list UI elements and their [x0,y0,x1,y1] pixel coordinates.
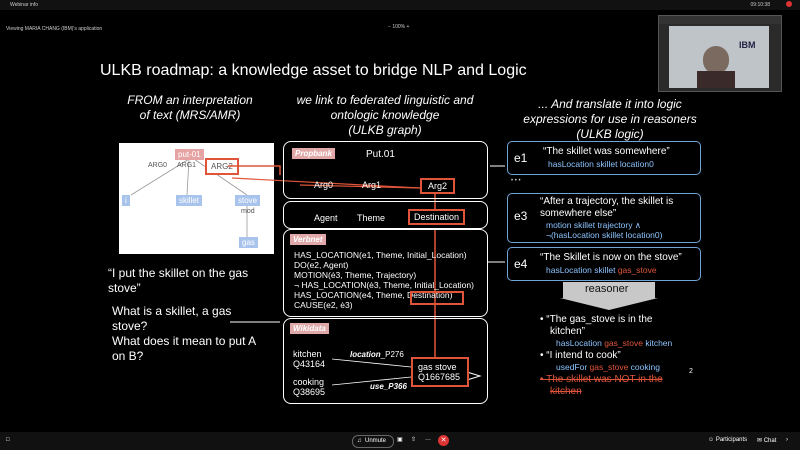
video-camera-icon[interactable]: ▣ [397,437,403,443]
questions-block: What is a skillet, a gas stove? What does it mean to put A on B? [112,304,257,363]
zoom-in-icon[interactable]: + [406,24,410,30]
page-number: 2 [689,368,693,375]
verbnet-line: MOTION(ė3, Theme, Trajectory) [294,270,417,280]
wikidata-kitchen-id: Q43164 [293,359,326,369]
verbnet-tag: Verbnet [290,234,326,245]
logic-box-e1 [507,141,701,175]
meeting-controls [0,432,800,450]
amr-node-stove: stove [235,195,260,206]
verbnet-destination-highlight [410,291,464,305]
chat-icon: ✉ [757,438,763,444]
role-panel [283,201,488,229]
info-icon[interactable]: □ [6,437,10,443]
reasoner-arrow-head [560,298,658,310]
role-agent: Agent [314,213,338,223]
wikidata-use-prop: use_P366 [370,382,407,391]
propbank-arg2: Arg2 [420,178,455,194]
viewing-label: Viewing MARIA CHANG (IBM)'s application [6,26,103,32]
propbank-panel [283,141,488,199]
more-icon[interactable]: … [425,436,431,442]
verbnet-line: HAS_LOCATION(e4, Theme, Destination) [294,290,453,300]
example-sentence: “I put the skillet on the gas stove” [108,266,249,295]
column-header-graph: we link to federated linguistic and ontologic knowledge (ULKB graph) [296,93,474,137]
amr-arg2-label: ARG2 [205,158,239,175]
verbnet-line: ¬ HAS_LOCATION(ė3, Theme, Initial_Location) [294,280,474,290]
logic-sub-e4: hasLocation skillet gas_stove [546,265,657,275]
wikidata-cooking-id: Q38695 [293,387,326,397]
window-title: Webinar info [10,2,38,8]
inferred-fact-3: • The skillet was NOT in the kitchen [540,374,663,397]
zoom-level: 100% [392,24,406,30]
propbank-arg1: Arg1 [362,180,382,190]
reasoner-label: reasoner [585,283,629,295]
verbnet-line: DO(e2, Agent) [294,260,349,270]
participants-icon: ☺ [708,437,715,443]
verbnet-line: HAS_LOCATION(e1, Theme, Initial_Location) [294,250,467,260]
logic-sub-e1: hasLocation skillet location0 [548,159,654,169]
logic-box-e4 [507,247,701,281]
slide-title: ULKB roadmap: a knowledge asset to bridge NLP and Logic [100,62,527,79]
microphone-icon: ♫ [357,438,362,444]
amr-node-gas: gas [239,237,258,248]
wikidata-panel [283,318,488,404]
chevron-icon[interactable]: › [786,437,788,443]
wikidata-edges [284,319,487,403]
amr-root-node: put-01 [175,149,204,160]
role-destination: Destination [408,209,465,225]
share-icon[interactable]: ⇧ [411,437,417,443]
inferred-fact-1: • “The gas_stove is in the kitchen” hasLocation gas_stove kitchen [540,314,673,348]
propbank-arg0: Arg0 [314,180,334,190]
logic-box-e3 [507,193,701,243]
amr-arg0-label: ARG0 [148,162,168,169]
zoom-out-icon[interactable]: − [388,24,391,30]
role-theme: Theme [357,213,386,223]
logic-sub-e3: motion skillet trajectory ∧ ¬(hasLocation skillet location0) [546,220,663,240]
amr-arg1-label: ARG1 [177,162,197,169]
inferred-fact-2: • “I intend to cook” usedFor gas_stove cooking [540,350,660,372]
ibm-logo: IBM [739,40,756,50]
wikidata-kitchen: kitchen [293,349,322,359]
participants-button[interactable]: ☺ Participants [708,437,748,443]
chat-button[interactable]: ✉ Chat [757,438,777,444]
unmute-button[interactable]: ♫ Unmute [352,435,394,448]
logic-label-e3: e3 [514,209,528,223]
leave-button[interactable]: ✕ [438,435,449,446]
reasoner-arrow [563,282,655,298]
amr-mod-label: mod [241,208,255,215]
wikidata-tag: Wikidata [290,323,329,334]
logic-label-e4: e4 [514,257,528,271]
amr-node-skillet: skillet [176,195,202,206]
amr-node-i: i [122,195,130,206]
propbank-tag: Propbank [292,148,335,159]
verbnet-panel [283,229,488,317]
logic-text-e4: “The Skillet is now on the stove” [540,252,682,263]
logic-label-e1: e1 [514,151,528,165]
propbank-predicate: Put.01 [366,149,395,160]
logic-text-e3: “After a trajectory, the skillet is somewhere else” [540,196,674,219]
column-header-logic: ... And translate it into logic expressions for use in reasoners (ULKB logic) [523,97,697,141]
ellipsis-dots: • • • [511,178,521,184]
wikidata-location-prop: location_P276 [350,350,404,359]
column-header-source: FROM an interpretation of text (MRS/AMR) [127,93,253,122]
clock: 09:10:38 [750,2,770,8]
logic-text-e1: “The skillet was somewhere” [543,146,670,157]
wikidata-cooking: cooking [293,377,325,387]
wikidata-gasstove-node: gas stove Q1667685 [411,357,469,387]
verbnet-line: CAUSE(e2, ė3) [294,300,353,310]
